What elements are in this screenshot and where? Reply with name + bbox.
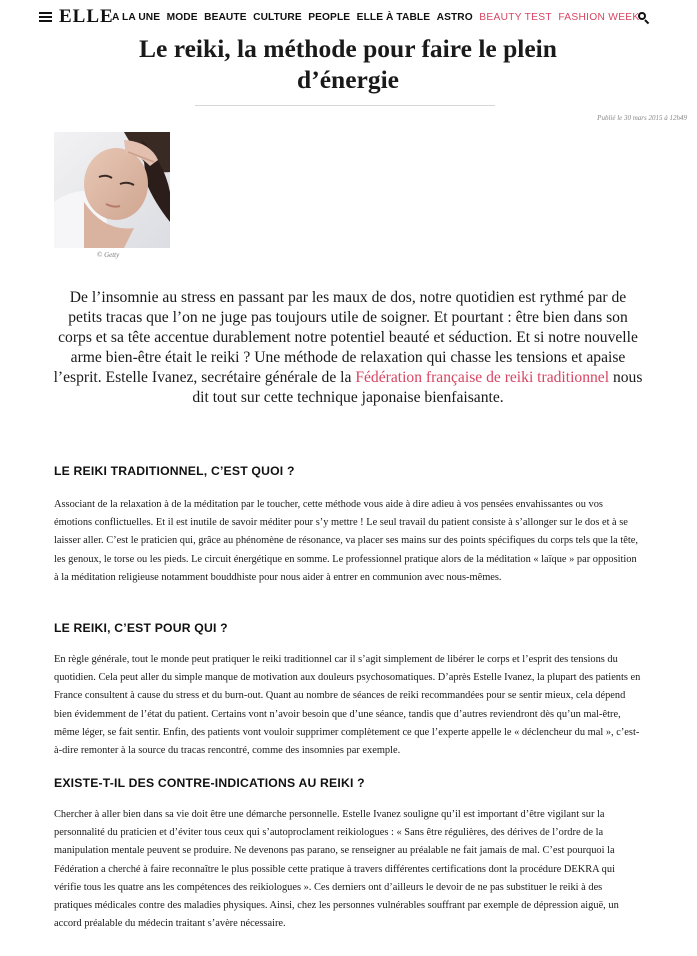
section-body-who-is-it-for: En règle générale, tout le monde peut pratiquer le reiki traditionnel car il s’agit simplement de libérer le corps et l’esprit des tensions du quotidien. Cela peut aller du simple manque de motivation aux douleurs psychosomatiques. D’après Estelle Ivanez, la plupart des patients en France consultent à cause du stress et du burn-out. Quant au nombre de séances de reiki recommandées pour se sentir mieux, cela dépend bien évidemment de l’état du patient. Certains vont n’avoir besoin que d’une séance, tandis que d’autres reviendront dès qu’un mal-être, même léger, se fait sentir. Enfin, des patients vont vouloir supprimer complètement ce que l’experte appelle le « déclencheur du mal », c’est-à-dire remonter à la source du tracas rencontré, comme des insomnies par exemple. (54, 654, 641, 757)
section-heading-what-is-reiki: LE REIKI TRADITIONNEL, C’EST QUOI ? (54, 464, 295, 478)
top-navigation-bar (0, 0, 697, 34)
nav-item-people[interactable]: PEOPLE (308, 12, 351, 23)
article-title-line-1: Le reiki, la méthode pour faire le plein (139, 34, 557, 63)
article-photo (54, 132, 170, 248)
elle-logo[interactable]: ELLE (59, 6, 114, 27)
nav-item-astro[interactable]: ASTRO (436, 12, 473, 23)
search-icon[interactable] (638, 12, 649, 23)
federation-link[interactable]: Fédération française de reiki traditionnel (355, 369, 610, 386)
article-title (60, 33, 636, 95)
main-nav (112, 12, 646, 23)
hamburger-menu-icon[interactable] (39, 12, 52, 22)
title-divider (195, 105, 495, 106)
section-body-contraindications: Chercher à aller bien dans sa vie doit être une démarche personnelle. Estelle Ivanez souligne qu’il est important d’être vigilant sur la personnalité du praticien et d’éviter tous ceux qui s’autoproclament reikiologues : « Sans être régulières, des dérives de l’ordre de la manipulation mentale peuvent se produire. Ne devenons pas parano, se renseigner au préalable ne fait jamais de mal. C’est pourquoi la Fédération a cherché à faire reconnaître le plus possible cette pratique à travers différentes certifications dont la procédure DEKRA qui vérifie tous les quatre ans les compétences des reikiologues ». Ces derniers ont d’ailleurs le devoir de ne pas substituer le reiki à des pratiques médicales contre des maladies physiques. Ainsi, chez les personnes vulnérables souffrant par exemple de dépression aiguë, un accord préalable du médecin traitant s’avère nécessaire. (54, 809, 619, 930)
intro-text-start: De l’insomnie au stress en passant par les maux de dos, notre quotidien est rythmé par de petits tracas que l’on ne juge pas toujours utile de soigner. Et pourtant : être bien dans son corps et sa tête accentue durablement notre potentiel beauté et séduction. Et si notre nouvelle arme bien-être était le reiki ? Une méthode de relaxation qui chasse les tensions et apaise l’esprit. Estelle Ivanez, secrétaire générale de la (53, 289, 638, 386)
woman-reiki-photo-illustration (54, 132, 170, 248)
section-heading-contraindications: EXISTE-T-IL DES CONTRE-INDICATIONS AU REIKI ? (54, 776, 365, 790)
nav-item-fashion-week[interactable]: FASHION WEEK (558, 12, 640, 23)
photo-credit: © Getty (97, 251, 120, 259)
section-body-what-is-reiki: Associant de la relaxation à de la méditation par le toucher, cette méthode vous aide à dire adieu à vos pensées envahissantes ou vos émotions conflictuelles. Et il est inutile de savoir méditer pour s’y mettre ! Le seul travail du patient consiste à s’allonger sur le dos et à se laisser aller. C’est le praticien qui, grâce au phénomène de résonance, va placer ses mains sur des points spécifiques du corps tels que la tête, les genoux, le torse ou les pieds. Le circuit énergétique en somme. Le professionnel pratique alors de la méditation « laïque » par opposition à la méditation religieuse notamment bouddhiste pour nous aider à entrer en communion avec nous-mêmes. (54, 499, 638, 583)
nav-item-mode[interactable]: MODE (166, 12, 198, 23)
article-title-line-2: d’énergie (297, 65, 399, 94)
nav-item-a-la-une[interactable]: A LA UNE (112, 12, 161, 23)
nav-item-culture[interactable]: CULTURE (253, 12, 302, 23)
intro-text-end: nous dit tout sur cette technique japonaise bienfaisante. (192, 369, 643, 406)
article-intro (52, 288, 644, 408)
nav-item-beauty-test[interactable]: BEAUTY TEST (479, 12, 552, 23)
publication-date: Publié le 30 mars 2015 à 12h49 (597, 114, 687, 122)
section-heading-who-is-it-for: LE REIKI, C’EST POUR QUI ? (54, 621, 228, 635)
nav-item-beaute[interactable]: BEAUTE (204, 12, 247, 23)
nav-item-elle-a-table[interactable]: ELLE À TABLE (356, 12, 431, 23)
